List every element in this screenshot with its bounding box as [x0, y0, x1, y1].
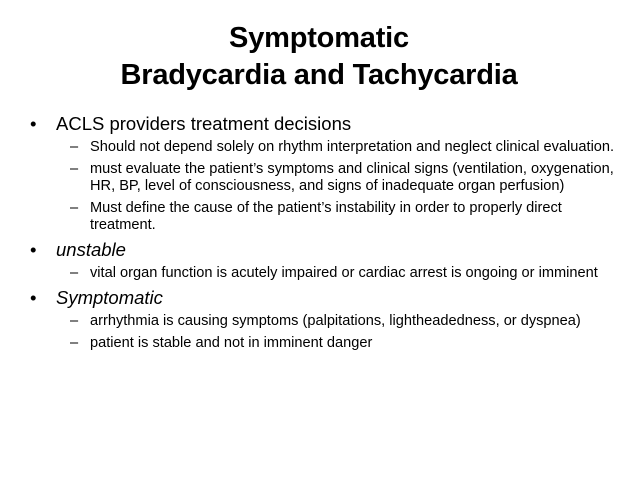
dash-icon: – — [70, 313, 79, 329]
sub-bullet-item — [30, 200, 620, 234]
dash-icon: – — [70, 161, 79, 177]
bullet-list — [30, 113, 620, 357]
dash-icon: – — [70, 335, 79, 351]
title-line-1: Symptomatic — [229, 22, 409, 54]
bullet-item — [30, 113, 620, 135]
sub-bullet-item — [30, 161, 620, 195]
sub-bullet-item — [30, 265, 620, 282]
sub-bullet-item — [30, 313, 620, 330]
bullet-text: Symptomatic — [56, 287, 163, 308]
sub-bullet-list — [30, 265, 620, 282]
bullet-item — [30, 239, 620, 261]
bullet-icon: • — [30, 239, 37, 260]
title-line-2: Bradycardia and Tachycardia — [120, 59, 518, 91]
sub-bullet-text: must evaluate the patient’s symptoms and clinical signs (ventilation, oxygenation, HR, BP, level of consciousness, and signs of inadequate organ perfusion) — [90, 161, 614, 194]
bullet-item — [30, 287, 620, 309]
slide-title — [0, 20, 638, 94]
bullet-icon: • — [30, 287, 37, 308]
sub-bullet-text: vital organ function is acutely impaired or cardiac arrest is ongoing or imminent — [90, 265, 598, 281]
dash-icon: – — [70, 265, 79, 281]
sub-bullet-text: Should not depend solely on rhythm interpretation and neglect clinical evaluation. — [90, 139, 615, 155]
sub-bullet-list — [30, 139, 620, 234]
sub-bullet-item — [30, 139, 620, 156]
sub-bullet-list — [30, 313, 620, 352]
sub-bullet-text: arrhythmia is causing symptoms (palpitations, lightheadedness, or dyspnea) — [90, 313, 581, 329]
sub-bullet-text: Must define the cause of the patient’s instability in order to properly direct treatment. — [90, 200, 562, 233]
sub-bullet-text: patient is stable and not in imminent danger — [90, 335, 373, 351]
sub-bullet-item — [30, 335, 620, 352]
dash-icon: – — [70, 200, 79, 216]
bullet-icon: • — [30, 113, 37, 134]
dash-icon: – — [70, 139, 79, 155]
bullet-text: unstable — [56, 239, 126, 260]
bullet-text: ACLS providers treatment decisions — [56, 113, 352, 134]
